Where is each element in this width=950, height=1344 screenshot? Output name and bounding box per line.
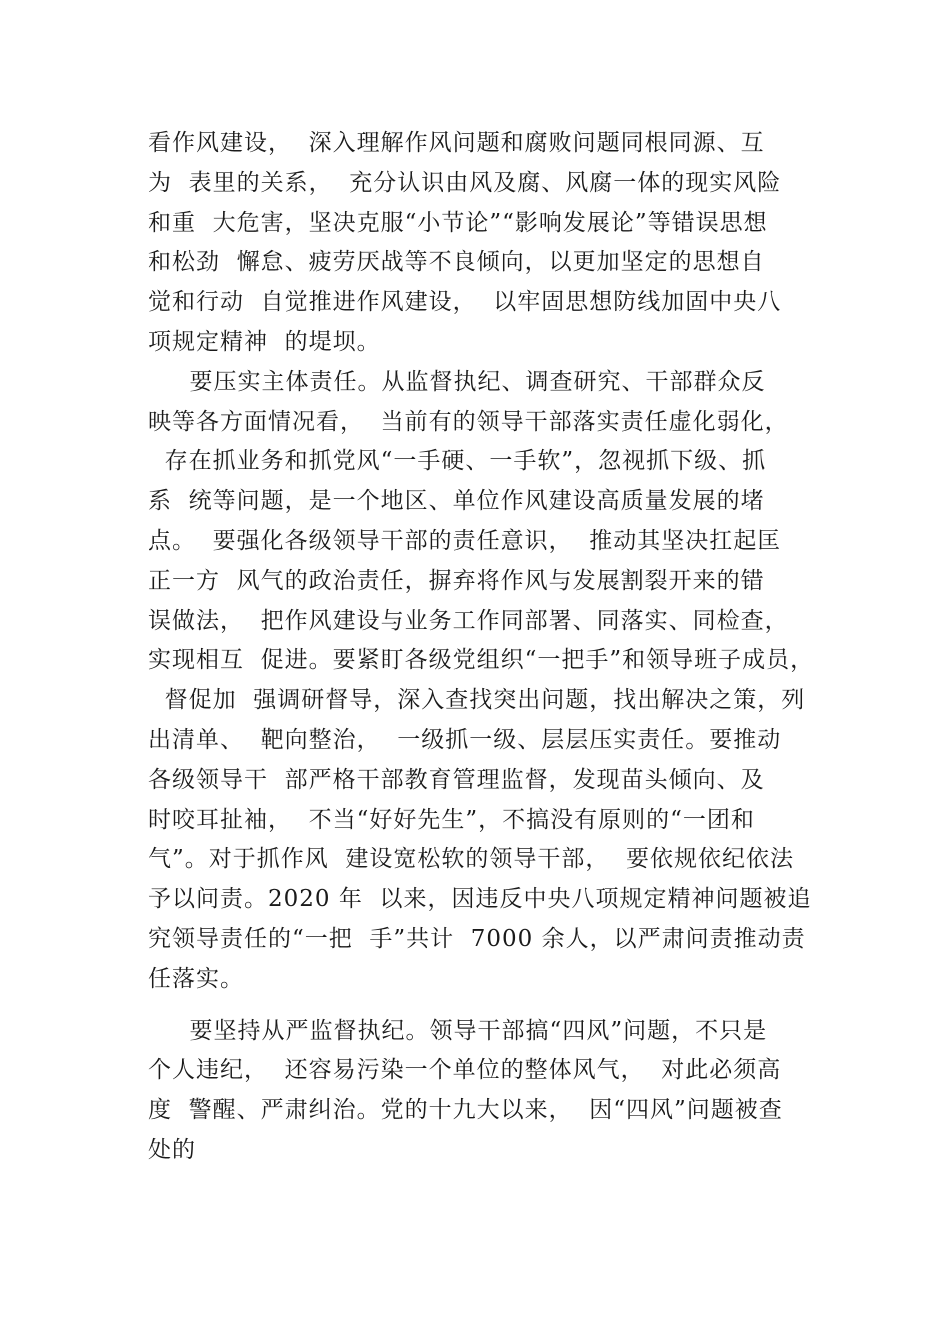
text-line: 予以问责。2020 年 以来，因违反中央八项规定精神问题被追: [148, 886, 812, 913]
text-line: 个人违纪， 还容易污染一个单位的整体风气， 对此必须高: [148, 1057, 782, 1084]
text-line: 要压实主体责任。从监督执纪、调查研究、干部群众反: [148, 368, 766, 395]
text-line: 督促加 强调研督导，深入查找突出问题，找出解决之策，列: [148, 687, 806, 714]
text-line: 实现相互 促进。要紧盯各级党组织“一把手”和领导班子成员，: [148, 647, 815, 674]
text-line: 为 表里的关系， 充分认识由风及腐、风腐一体的现实风险: [148, 169, 782, 196]
text-line: 处的: [148, 1136, 196, 1163]
text-line: 系 统等问题，是一个地区、单位作风建设高质量发展的堵: [148, 488, 765, 515]
text-line: 项规定精神 的堤坝。: [148, 328, 381, 355]
text-line: 误做法， 把作风建设与业务工作同部署、同落实、同检查，: [148, 607, 789, 634]
text-line: 和重 大危害，坚决克服“小节论”“影响发展论”等错误思想: [148, 209, 768, 236]
text-line: 要坚持从严监督执纪。领导干部搞“四风”问题，不只是: [148, 1017, 768, 1044]
text-line: 各级领导干 部严格干部教育管理监督，发现苗头倾向、及: [148, 766, 765, 793]
text-line: 点。 要强化各级领导干部的责任意识， 推动其坚决扛起匡: [148, 527, 782, 554]
paragraph-3: [148, 1012, 848, 1171]
text-line: 究领导责任的“一把 手”共计 7000 余人，以严肃问责推动责: [148, 925, 806, 952]
text-line: 觉和行动 自觉推进作风建设， 以牢固思想防线加固中央八: [148, 289, 782, 316]
text-line: 存在抓业务和抓党风“一手硬、一手软”，忽视抓下级、抓: [148, 448, 767, 475]
text-line: 映等各方面情况看， 当前有的领导干部落实责任虚化弱化，: [148, 408, 789, 435]
text-line: 正一方 风气的政治责任，摒弃将作风与发展割裂开来的错: [148, 567, 765, 594]
text-line: 时咬耳扯袖， 不当“好好先生”，不搞没有原则的“一团和: [148, 806, 755, 833]
text-line: 出清单、 靶向整治， 一级抓一级、层层压实责任。要推动: [148, 726, 782, 753]
text-line: 看作风建设， 深入理解作风问题和腐败问题同根同源、互: [148, 130, 765, 156]
paragraph-gap: [148, 1000, 848, 1012]
text-line: 度 警醒、严肃纠治。党的十九大以来， 因“四风”问题被查: [148, 1097, 783, 1124]
text-line: 和松劲 懈怠、疲劳厌战等不良倾向，以更加坚定的思想自: [148, 249, 765, 276]
document-body: [148, 124, 848, 1171]
paragraph-1: [148, 124, 848, 363]
text-line: 任落实。: [148, 965, 244, 992]
paragraph-2: [148, 363, 848, 1000]
text-line: 气”。对于抓作风 建设宽松软的领导干部， 要依规依纪依法: [148, 846, 795, 873]
